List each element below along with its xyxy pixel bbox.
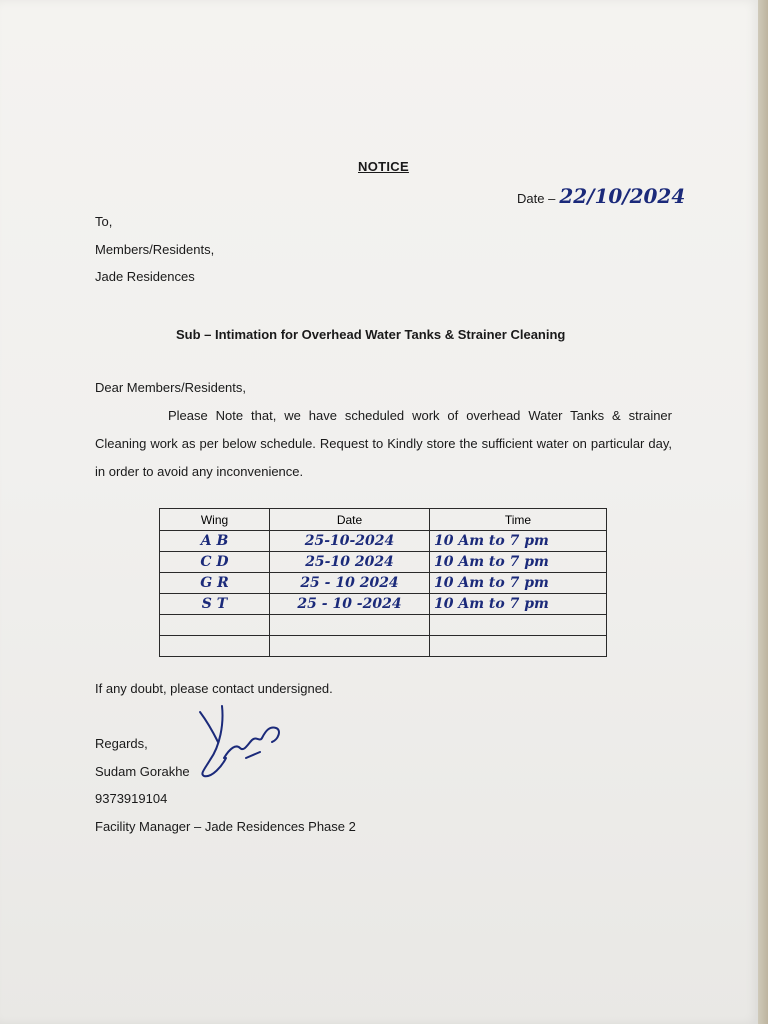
header-date: Date bbox=[270, 509, 430, 531]
schedule-table bbox=[159, 508, 607, 657]
wing-cell bbox=[160, 636, 270, 657]
time-cell bbox=[430, 615, 607, 636]
wing-cell: G R bbox=[160, 573, 270, 594]
header-wing: Wing bbox=[160, 509, 270, 531]
signatory-name: Sudam Gorakhe bbox=[95, 764, 190, 779]
time-cell: 10 Am to 7 pm bbox=[430, 594, 607, 615]
wing-cell bbox=[160, 615, 270, 636]
salutation: Dear Members/Residents, bbox=[95, 380, 246, 395]
table-row bbox=[160, 531, 607, 552]
closing-line: If any doubt, please contact undersigned. bbox=[95, 681, 333, 696]
body-paragraph: Please Note that, we have scheduled work of overhead Water Tanks & strainer Cleaning work as per below schedule. Request to Kindly store the sufficient water on particular day, in order to avoid any inconvenience. bbox=[95, 408, 672, 479]
time-cell: 10 Am to 7 pm bbox=[430, 573, 607, 594]
date-value-handwritten: 22/10/2024 bbox=[559, 184, 686, 208]
table-row bbox=[160, 594, 607, 615]
recipient-line-1: Members/Residents, bbox=[95, 242, 215, 257]
subject-line: Sub – Intimation for Overhead Water Tanks & Strainer Cleaning bbox=[176, 327, 566, 342]
table-row bbox=[160, 552, 607, 573]
date-cell: 25-10 2024 bbox=[270, 552, 430, 573]
time-cell: 10 Am to 7 pm bbox=[430, 531, 607, 552]
date-label: Date – bbox=[517, 191, 556, 206]
wing-cell: C D bbox=[160, 552, 270, 573]
notice-date bbox=[517, 184, 685, 208]
recipient-line-2: Jade Residences bbox=[95, 269, 195, 284]
signatory-designation: Facility Manager – Jade Residences Phase 2 bbox=[95, 819, 356, 834]
date-cell bbox=[270, 636, 430, 657]
regards-label: Regards, bbox=[95, 736, 148, 751]
date-cell: 25-10-2024 bbox=[270, 531, 430, 552]
table-header-row bbox=[160, 509, 607, 531]
background-edge bbox=[758, 0, 768, 1024]
wing-cell: A B bbox=[160, 531, 270, 552]
time-cell bbox=[430, 636, 607, 657]
table-row bbox=[160, 573, 607, 594]
header-time: Time bbox=[430, 509, 607, 531]
handwritten-signature bbox=[196, 700, 286, 787]
wing-cell: S T bbox=[160, 594, 270, 615]
table-row bbox=[160, 636, 607, 657]
signature-drawing bbox=[196, 700, 286, 782]
table-row bbox=[160, 615, 607, 636]
date-cell bbox=[270, 615, 430, 636]
signatory-phone: 9373919104 bbox=[95, 791, 168, 806]
to-label: To, bbox=[95, 214, 113, 229]
notice-title: NOTICE bbox=[358, 159, 409, 174]
time-cell: 10 Am to 7 pm bbox=[430, 552, 607, 573]
date-cell: 25 - 10 2024 bbox=[270, 573, 430, 594]
date-cell: 25 - 10 -2024 bbox=[270, 594, 430, 615]
